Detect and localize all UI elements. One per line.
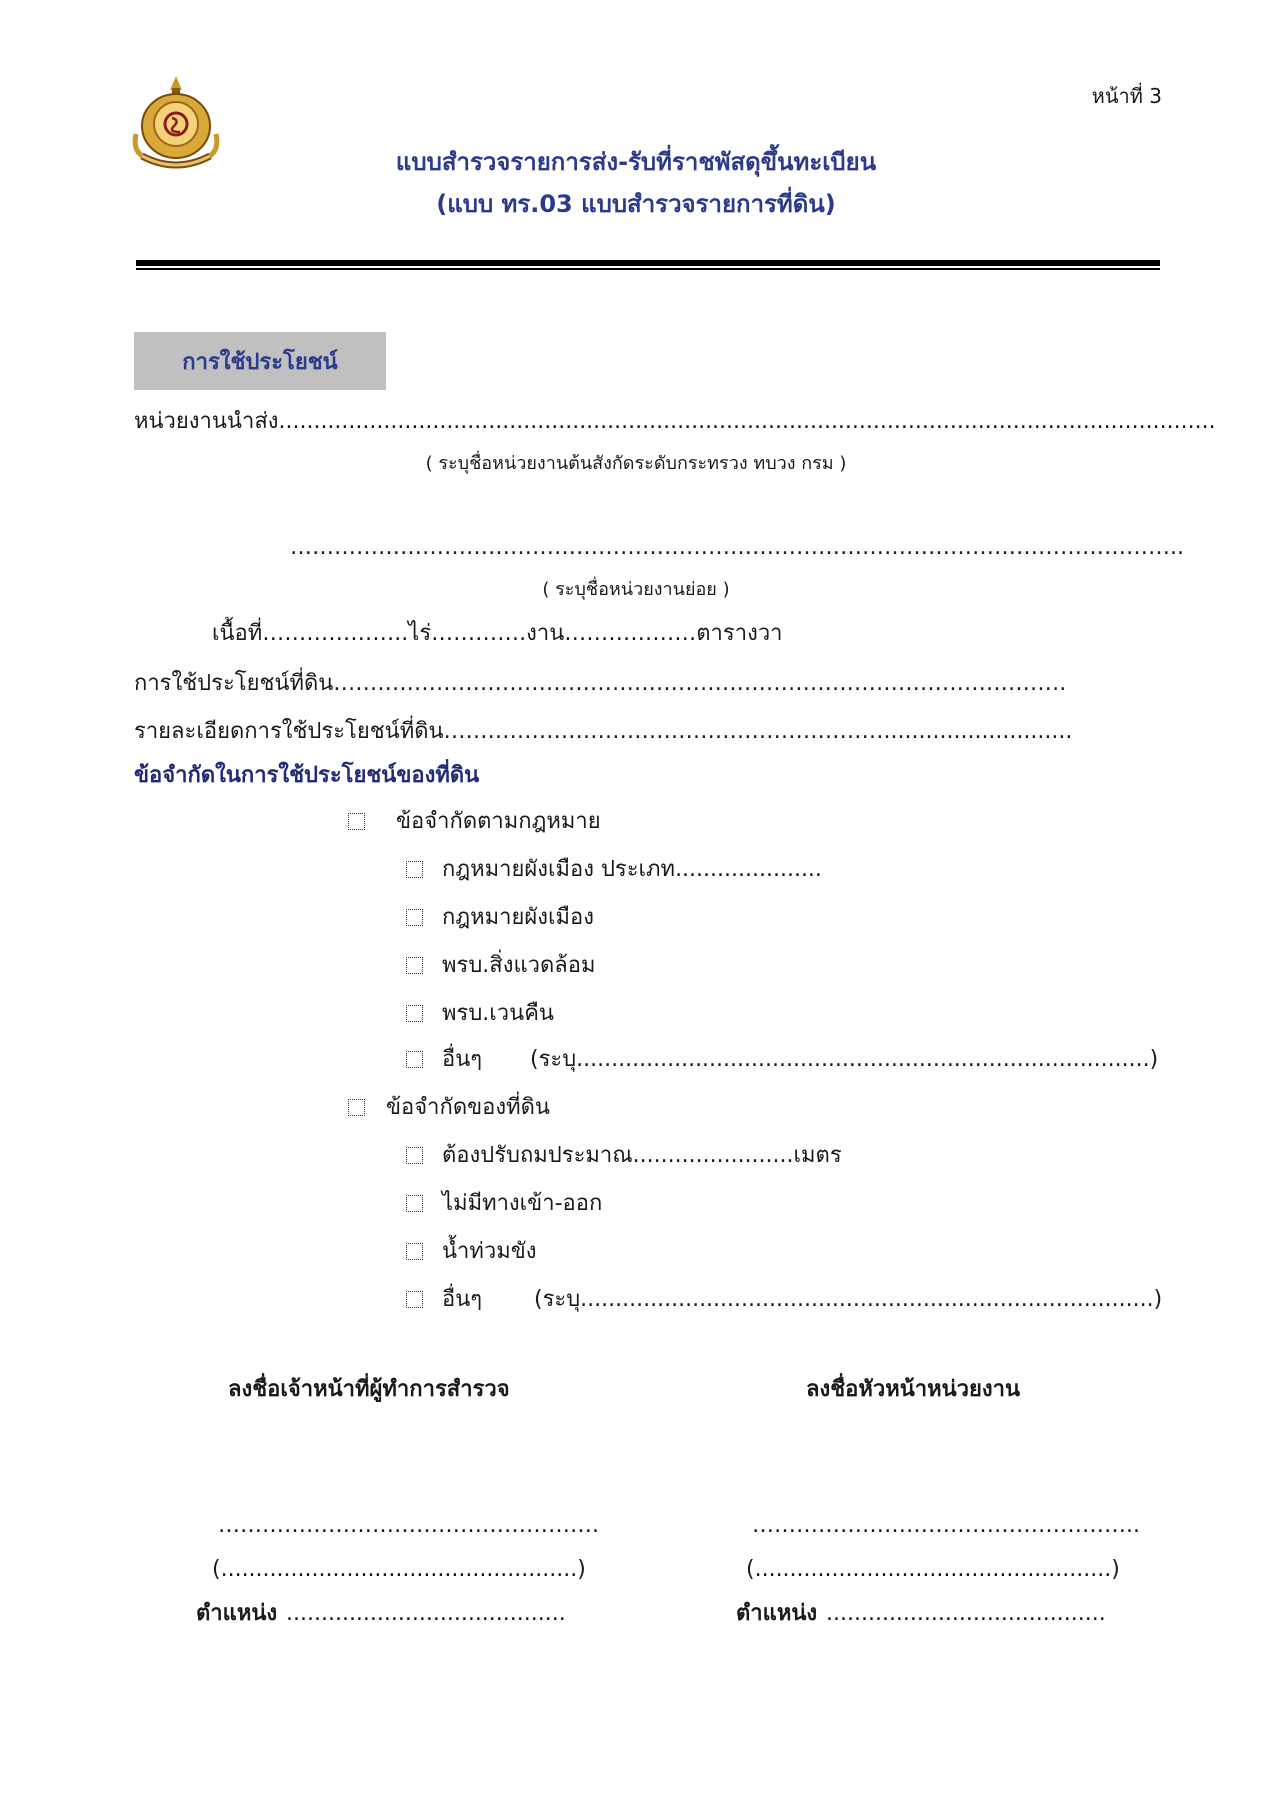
legal-item-label: พรบ.เวนคืน: [442, 1001, 554, 1026]
legal-item-label: กฎหมายผังเมือง: [442, 905, 594, 930]
land-other-field[interactable]: (ระบุ..................................................................................): [534, 1287, 1163, 1312]
land-restriction-checkbox[interactable]: [348, 1099, 365, 1116]
land-other-checkbox[interactable]: [406, 1291, 423, 1308]
legal-item-label: กฎหมายผังเมือง ประเภท.....................: [442, 857, 822, 882]
legal-item-checkbox[interactable]: [406, 1005, 423, 1022]
submitting-unit-hint: ( ระบุชื่อหน่วยงานต้นสังกัดระดับกระทรวง ทบวง กรม ): [425, 453, 847, 474]
legal-restriction-label: ข้อจำกัดตามกฎหมาย: [396, 809, 601, 834]
form-subtitle: (แบบ ทร.03 แบบสำรวจรายการที่ดิน): [436, 190, 836, 218]
submitting-unit-field[interactable]: หน่วยงานนำส่ง......................................................................................................................................: [134, 409, 1216, 434]
section-heading: การใช้ประโยชน์: [134, 332, 386, 390]
area-field[interactable]: เนื้อที่………………..ไร่………….งาน………………ตารางวา: [212, 621, 783, 646]
sub-unit-hint: ( ระบุชื่อหน่วยงานย่อย ): [542, 579, 730, 600]
surveyor-signature-heading: ลงชื่อเจ้าหน้าที่ผู้ทำการสำรวจ: [228, 1377, 510, 1402]
legal-item-checkbox[interactable]: [406, 957, 423, 974]
head-position-field[interactable]: ........................................: [826, 1601, 1106, 1626]
surveyor-name-field[interactable]: (...................................................): [212, 1557, 586, 1582]
land-item-label: ต้องปรับถมประมาณ.......................เมตร: [442, 1143, 842, 1168]
land-use-field[interactable]: การใช้ประโยชน์ที่ดิน……………………………………………………………………………………….: [134, 671, 1067, 696]
header-rule-thick: [136, 260, 1160, 266]
form-title: แบบสำรวจรายการส่ง-รับที่ราชพัสดุขึ้นทะเบียน: [395, 148, 877, 176]
head-signature-heading: ลงชื่อหัวหน้าหน่วยงาน: [806, 1377, 1021, 1402]
sub-unit-field[interactable]: …………………………………………………………………………………………………………..: [290, 535, 1184, 560]
land-item-checkbox[interactable]: [406, 1243, 423, 1260]
header-rule-thin: [136, 268, 1160, 270]
legal-item-label: พรบ.สิ่งแวดล้อม: [442, 953, 596, 978]
legal-other-field[interactable]: (ระบุ..................................................................................): [530, 1047, 1159, 1072]
head-position-label: ตำแหน่ง: [736, 1601, 818, 1626]
land-other-label: อื่นๆ: [442, 1287, 483, 1312]
surveyor-position-label: ตำแหน่ง: [196, 1601, 278, 1626]
legal-item-checkbox[interactable]: [406, 861, 423, 878]
legal-restriction-checkbox[interactable]: [348, 813, 365, 830]
land-item-checkbox[interactable]: [406, 1147, 423, 1164]
land-use-detail-field[interactable]: รายละเอียดการใช้ประโยชน์ที่ดิน……………………………………………………...........................: [134, 719, 1073, 744]
legal-item-checkbox[interactable]: [406, 909, 423, 926]
land-item-label: ไม่มีทางเข้า-ออก: [442, 1191, 603, 1216]
page-number: หน้าที่ 3: [1091, 84, 1162, 108]
head-signature-line[interactable]: ……………………………………………..: [752, 1513, 1140, 1538]
restrictions-heading: ข้อจำกัดในการใช้ประโยชน์ของที่ดิน: [134, 763, 480, 788]
legal-other-label: อื่นๆ: [442, 1047, 483, 1072]
surveyor-position-field[interactable]: ........................................: [286, 1601, 566, 1626]
land-restriction-label: ข้อจำกัดของที่ดิน: [386, 1095, 550, 1120]
surveyor-signature-line[interactable]: …………………………………………….: [218, 1513, 599, 1538]
land-item-checkbox[interactable]: [406, 1195, 423, 1212]
legal-other-checkbox[interactable]: [406, 1051, 423, 1068]
head-name-field[interactable]: (...................................................): [746, 1557, 1120, 1582]
land-item-label: น้ำท่วมขัง: [442, 1239, 537, 1264]
